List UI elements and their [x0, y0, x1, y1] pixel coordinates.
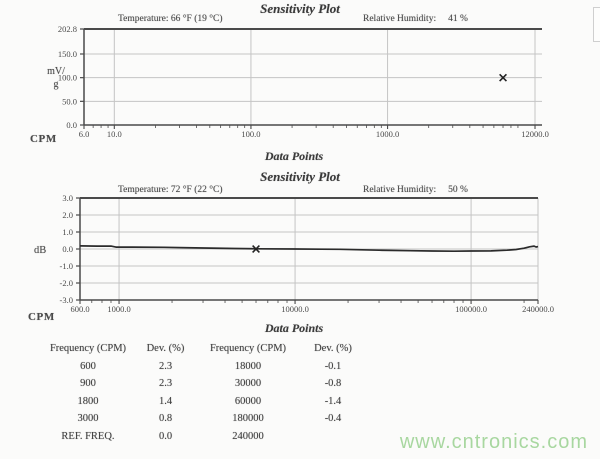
table-header-frequency-1: Frequency (CPM) [49, 343, 127, 354]
table-cell: 0.8 [158, 413, 173, 425]
data-points-label-bottom: Data Points [264, 321, 324, 335]
table-cell [303, 428, 363, 445]
table-cell: 18000 [234, 361, 262, 372]
svg-text:10.0: 10.0 [106, 129, 122, 139]
svg-text:100000.0: 100000.0 [455, 304, 488, 314]
table-cell: -0.8 [324, 378, 342, 390]
svg-text:-2.0: -2.0 [59, 278, 73, 288]
table-cell: 0.0 [158, 430, 173, 442]
table-cell: 30000 [234, 378, 262, 390]
table-cell: 1.4 [158, 395, 173, 407]
svg-text:12000.0: 12000.0 [521, 129, 549, 139]
svg-text:100.0: 100.0 [241, 129, 261, 139]
table-cell: REF. FREQ. [61, 430, 115, 442]
table-cell: 180000 [232, 413, 264, 425]
data-points-label-top: Data Points [264, 149, 324, 163]
svg-text:1000.0: 1000.0 [375, 129, 400, 139]
x-axis-unit-top: CPM [30, 133, 57, 145]
temperature-reading-bottom: Temperature: 72 °F (22 °C) [118, 185, 223, 195]
svg-text:1.0: 1.0 [62, 227, 73, 237]
svg-text:6.0: 6.0 [78, 129, 90, 139]
table-cell: 60000 [234, 395, 262, 407]
y-axis-unit-bottom: dB [34, 245, 47, 256]
svg-text:-3.0: -3.0 [59, 295, 73, 305]
table-cell: -0.4 [324, 413, 342, 425]
table-cell: -0.1 [324, 361, 342, 372]
svg-text:2.0: 2.0 [62, 210, 73, 220]
table-cell: 2.3 [158, 378, 173, 390]
humidity-label: Relative Humidity: [363, 14, 437, 24]
svg-text:240000.0: 240000.0 [522, 304, 554, 314]
table-header-frequency-2: Frequency (CPM) [209, 343, 287, 354]
humidity-reading-bottom [363, 185, 468, 195]
y-unit-line2: g [53, 79, 59, 90]
deviation-table [38, 339, 363, 445]
humidity-label: Relative Humidity: [363, 185, 437, 195]
svg-text:3.0: 3.0 [62, 193, 73, 203]
x-axis-unit-bottom: CPM [28, 311, 55, 323]
table-header-dev-2: Dev. (%) [314, 343, 352, 354]
table-cell: 3000 [77, 413, 99, 425]
y-axis-unit-top [42, 65, 70, 91]
y-unit-line1: mV/ [47, 66, 65, 77]
svg-text:100.0: 100.0 [57, 72, 77, 83]
svg-text:600.0: 600.0 [70, 304, 90, 314]
svg-text:150.0: 150.0 [57, 48, 77, 59]
svg-text:50.0: 50.0 [62, 96, 77, 107]
table-cell: 2.3 [158, 361, 173, 372]
table-cell: -1.4 [324, 395, 342, 407]
sensitivity-plot-title-bottom: Sensitivity Plot [260, 169, 340, 184]
table-cell: 1800 [77, 395, 99, 407]
svg-text:10000.0: 10000.0 [281, 304, 309, 314]
table-cell: 240000 [232, 430, 264, 442]
sensitivity-plot-title-top: Sensitivity Plot [260, 1, 340, 16]
humidity-value: 50 % [448, 185, 468, 195]
humidity-value: 41 % [448, 14, 468, 24]
svg-text:202.8: 202.8 [57, 24, 77, 34]
svg-text:0.0: 0.0 [66, 120, 77, 130]
table-cell: 600 [80, 361, 96, 372]
watermark: www.cntronics.com [399, 431, 588, 453]
svg-text:0.0: 0.0 [62, 244, 73, 254]
svg-text:1000.0: 1000.0 [107, 304, 131, 314]
svg-text:-1.0: -1.0 [59, 261, 73, 271]
plot-area-top [58, 24, 549, 139]
temperature-reading-top: Temperature: 66 °F (19 °C) [118, 14, 223, 24]
humidity-reading-top [363, 14, 468, 24]
table-cell: 900 [80, 378, 96, 390]
table-header-dev-1: Dev. (%) [146, 343, 185, 354]
plot-area-bottom [60, 193, 554, 314]
